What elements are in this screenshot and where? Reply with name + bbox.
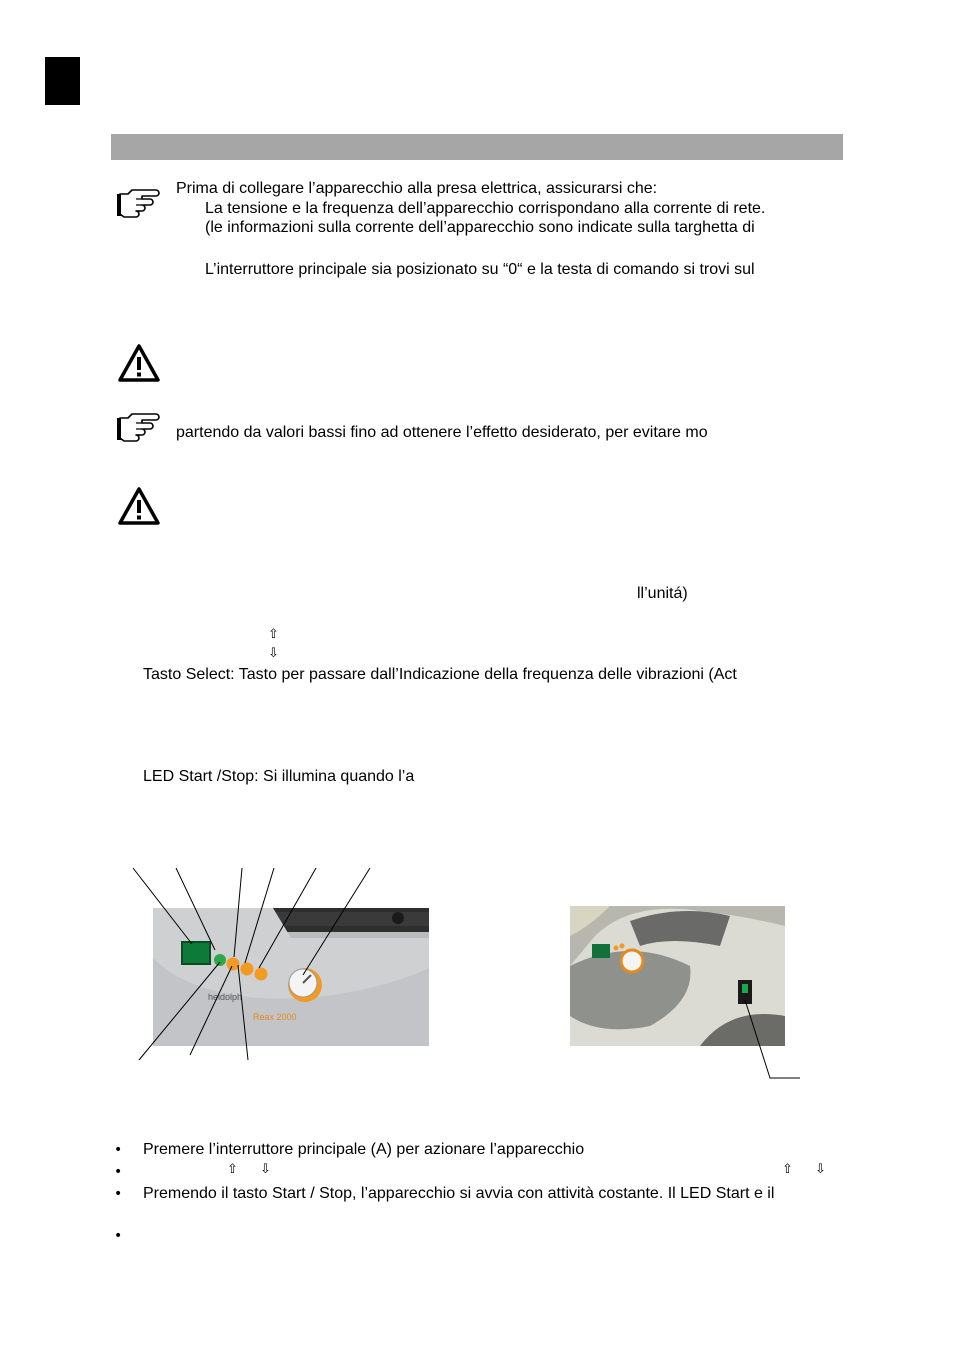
bullet-marker: • <box>114 1142 123 1158</box>
bullet-marker: • <box>114 1164 123 1180</box>
down-arrow-icon: ⇩ <box>268 646 279 661</box>
bullet-marker: • <box>114 1186 123 1202</box>
step-main-switch: Premere l’interruttore principale (A) per azionare l’apparecchio <box>143 1141 585 1158</box>
step-start-stop: Premendo il tasto Start / Stop, l’apparecchio si avvia con attività costante. Il LED Start e il <box>143 1185 775 1202</box>
svg-text:Reax 2000: Reax 2000 <box>253 1012 297 1022</box>
down-arrow-icon: ⇩ <box>815 1162 826 1177</box>
notice-line-voltage: La tensione e la frequenza dell’apparecchio corrispondano alla corrente di rete. <box>205 200 766 217</box>
notice-line-main-switch: L’interruttore principale sia posizionato su “0“ e la testa di comando si trovi sul <box>205 261 755 278</box>
tip-text: partendo da valori bassi fino ad ottenere l’effetto desiderato, per evitare mo <box>176 424 708 441</box>
notice-line-label-info: (le informazioni sulla corrente dell’apparecchio sono indicate sulla targhetta di <box>205 219 755 236</box>
svg-text:heidolph: heidolph <box>208 992 243 1002</box>
select-key-description: Tasto Select: Tasto per passare dall’Indicazione della frequenza delle vibrazioni (Act <box>143 666 737 683</box>
notice-intro: Prima di collegare l’apparecchio alla presa elettrica, assicurarsi che: <box>176 180 658 197</box>
up-arrow-icon: ⇧ <box>268 627 279 642</box>
led-start-stop-description: LED Start /Stop: Si illumina quando l’a <box>143 768 415 785</box>
down-arrow-icon: ⇩ <box>260 1162 271 1177</box>
up-arrow-icon: ⇧ <box>227 1162 238 1177</box>
unit-text-fragment: ll’unitá) <box>637 585 688 602</box>
up-arrow-icon: ⇧ <box>782 1162 793 1177</box>
bullet-marker: • <box>114 1228 123 1244</box>
